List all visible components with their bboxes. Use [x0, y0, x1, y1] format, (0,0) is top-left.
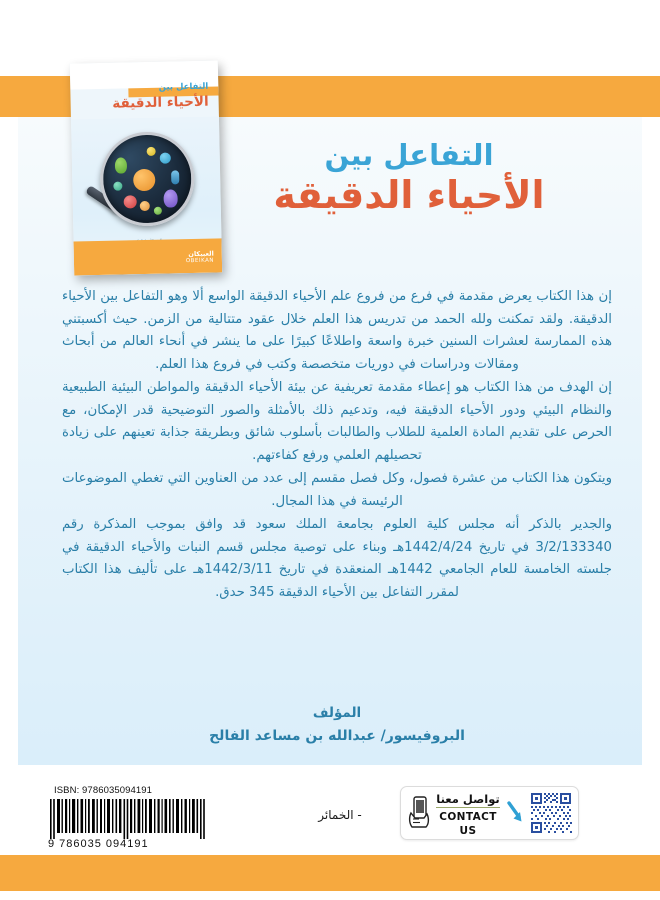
microbe-shape [154, 207, 162, 215]
isbn-label: ISBN: 9786035094191 [54, 785, 153, 796]
bottom-orange-band [0, 855, 660, 891]
author-block [62, 703, 612, 747]
microbe-shape [160, 152, 171, 163]
contact-text-group [433, 788, 503, 838]
microbe-shape [147, 147, 156, 156]
thumbnail-title-line1: التفاعل بين [158, 81, 209, 93]
book-title [194, 140, 624, 218]
contact-label-english: CONTACT US [439, 811, 497, 837]
thumbnail-publisher-band [74, 238, 223, 275]
author-name: البروفيسور/ عبدالله بن مساعد الفالح [209, 728, 465, 744]
author-role-label: المؤلف [312, 705, 362, 721]
blurb-paragraph-1: إن هذا الكتاب يعرض مقدمة في فرع من فروع علم الأحياء الدقيقة الواسع ألا وهو التفاعل بين الأحياء الدقيقة. ولقد تمكنت ولله الحمد من تدريس هذا العلم خلال عقود متتالية من الزمن. حيث أكسبتني هذه الممارسة لعشرات السنين خبرة واسعة واطلاعًا كبيرًا على ما ينشر في أنحاء العالم من أبحاث ومقالات ودراسات في دوريات متخصصة وكتب في فروع هذا العلم. [62, 289, 612, 372]
microbe-shape [140, 201, 150, 211]
microbe-shape [115, 157, 127, 173]
blurb-paragraph-4: والجدير بالذكر أنه مجلس كلية العلوم بجامعة الملك سعود قد وافق بموجب المذكرة رقم 3/2/133340 في تاريخ 1442/4/24هـ وبناء على توصية مجلس قسم النبات والأحياء الدقيقة في جلسته الخامسة للعام الجامعي 1442هـ المنعقدة في تاريخ 1442/3/11هـ على تأليف هذا الكتاب لمقرر التفاعل بين الأحياء الدقيقة 345 حدق. [62, 517, 613, 600]
blurb-paragraph-3: ويتكون هذا الكتاب من عشرة فصول، وكل فصل مقسم إلى عدد من العناوين التي تغطي الموضوعات الرئيسة في هذا المجال. [62, 471, 612, 509]
arrow-down-right-icon [505, 800, 527, 826]
blurb-text [62, 286, 612, 605]
qr-code-icon[interactable] [529, 791, 573, 835]
microbe-shape [113, 181, 122, 190]
thumbnail-title-line2: الأحياء الدقيقة [112, 93, 209, 112]
publisher-logo [186, 251, 214, 266]
microbe-shape [171, 170, 179, 184]
publisher-logo-arabic: العبيكان [188, 249, 214, 259]
barcode-digits: 9 786035 094191 [48, 838, 149, 850]
contact-arabic-wrap [435, 788, 501, 808]
microbe-shape [124, 195, 137, 208]
contact-us-badge[interactable] [400, 786, 579, 840]
microbe-shape [163, 189, 177, 207]
imprint-label: - الخمائر [318, 808, 362, 822]
title-line2: الأحياء الدقيقة [273, 172, 545, 217]
microbe-shape [133, 169, 155, 191]
title-line1: التفاعل بين [324, 138, 494, 172]
contact-label-arabic: تواصل معنا [436, 792, 500, 806]
hand-holding-phone-icon [407, 793, 433, 833]
barcode-image [48, 799, 208, 839]
publisher-logo-english: OBEIKAN [185, 257, 215, 265]
isbn-area [48, 778, 223, 850]
blurb-paragraph-2: إن الهدف من هذا الكتاب هو إعطاء مقدمة تعريفية عن بيئة الأحياء الدقيقة والمواطن البيئية الطبيعية والنظام البيئي ودور الأحياء الدقيقة فيه، وتدعيم ذلك بالأمثلة والصور التوضيحية قدر الإمكان، مع الحرص على تقديم المادة العلمية للطلاب والطالبات بأسلوب شائق وبطريقة جذابة تعينهم على زيادة تحصيلهم العلمي ورفع كفاءتهم. [62, 380, 612, 463]
magnifier-lens-icon [99, 131, 195, 227]
